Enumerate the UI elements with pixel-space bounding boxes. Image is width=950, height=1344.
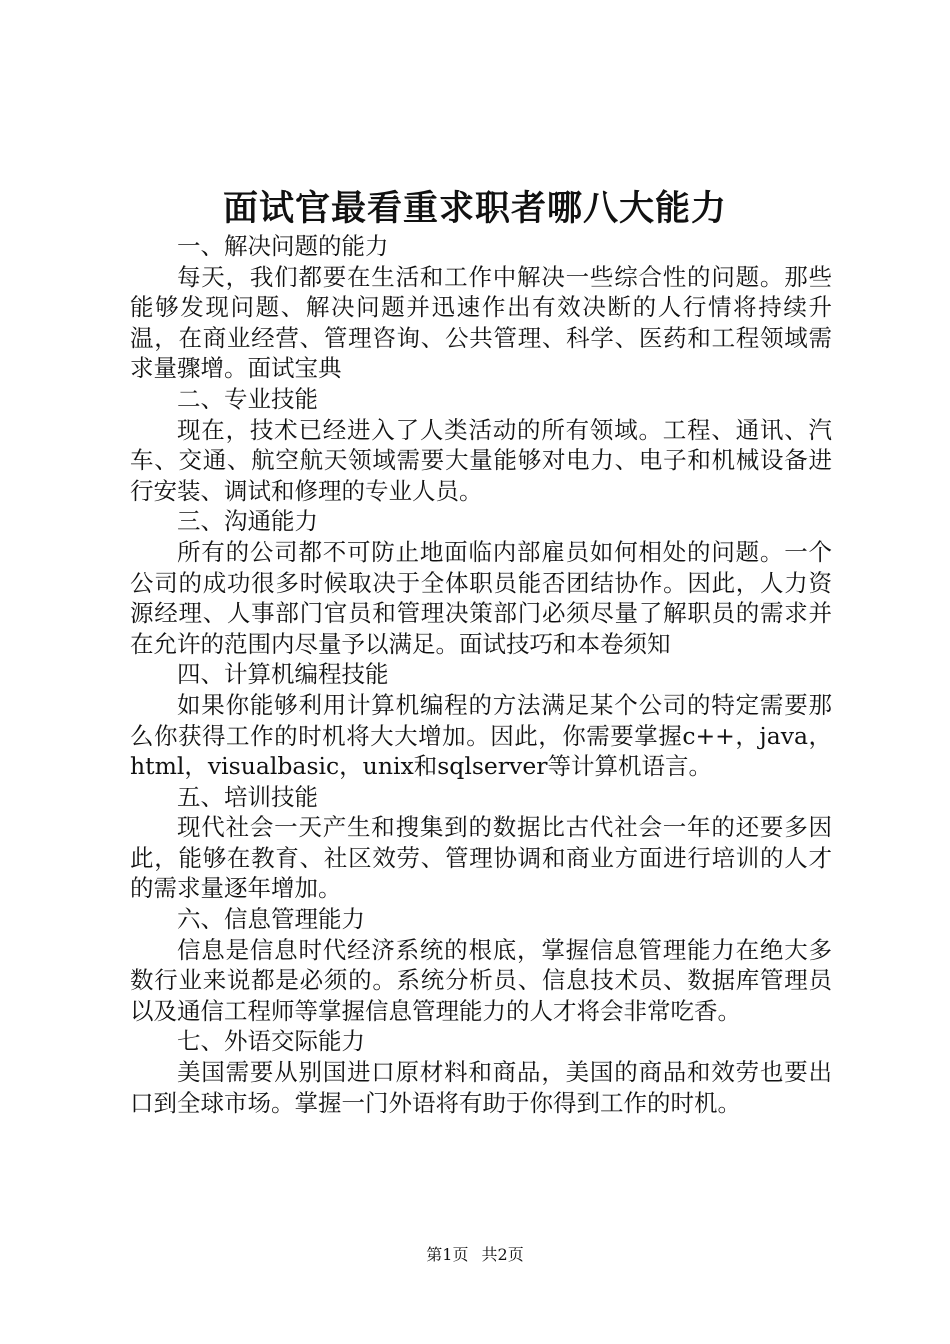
paragraph: 美国需要从别国进口原材料和商品，美国的商品和效劳也要出口到全球市场。掌握一门外语将有助于你得到工作的时机。	[130, 1058, 832, 1117]
document-body	[130, 231, 832, 1118]
document-title: 面试官最看重求职者哪八大能力	[222, 188, 727, 229]
section-heading: 一、解决问题的能力	[177, 232, 389, 260]
page-number: 第1页	[426, 1245, 469, 1264]
section-heading: 二、专业技能	[177, 384, 318, 413]
paragraph: 每天，我们都要在生活和工作中解决一些综合性的问题。那些能够发现问题、解决问题并迅速作出有效决断的人行情将持续升温，在商业经营、管理咨询、公共管理、科学、医药和工程领域需求量骤增。面试宝典	[130, 262, 832, 383]
page-footer	[0, 1244, 950, 1266]
section-heading: 五、培训技能	[177, 782, 318, 811]
paragraph: 如果你能够利用计算机编程的方法满足某个公司的特定需要那么你获得工作的时机将大大增加。因此，你需要掌握c++，java，html，visualbasic，unix和sqlserver等计算机语言。	[130, 690, 832, 781]
section-heading: 七、外语交际能力	[177, 1027, 365, 1056]
section-heading: 三、沟通能力	[177, 507, 318, 536]
paragraph: 现在，技术已经进入了人类活动的所有领域。工程、通讯、汽车、交通、航空航天领域需要大量能够对电力、电子和机械设备进行安装、调试和修理的专业人员。	[130, 415, 832, 505]
paragraph: 信息是信息时代经济系统的根底，掌握信息管理能力在绝大多数行业来说都是必须的。系统分析员、信息技术员、数据库管理员以及通信工程师等掌握信息管理能力的人才将会非常吃香。	[130, 935, 832, 1025]
section-heading: 六、信息管理能力	[177, 905, 365, 934]
paragraph: 所有的公司都不可防止地面临内部雇员如何相处的问题。一个公司的成功很多时候取决于全体职员能否团结协作。因此，人力资源经理、人事部门官员和管理决策部门必须尽量了解职员的需求并在允许的范围内尽量予以满足。面试技巧和本卷须知	[130, 537, 832, 658]
page-total: 共2页	[481, 1245, 524, 1264]
paragraph: 现代社会一天产生和搜集到的数据比古代社会一年的还要多因此，能够在教育、社区效劳、管理协调和商业方面进行培训的人才的需求量逐年增加。	[130, 813, 832, 903]
section-heading: 四、计算机编程技能	[177, 660, 389, 689]
